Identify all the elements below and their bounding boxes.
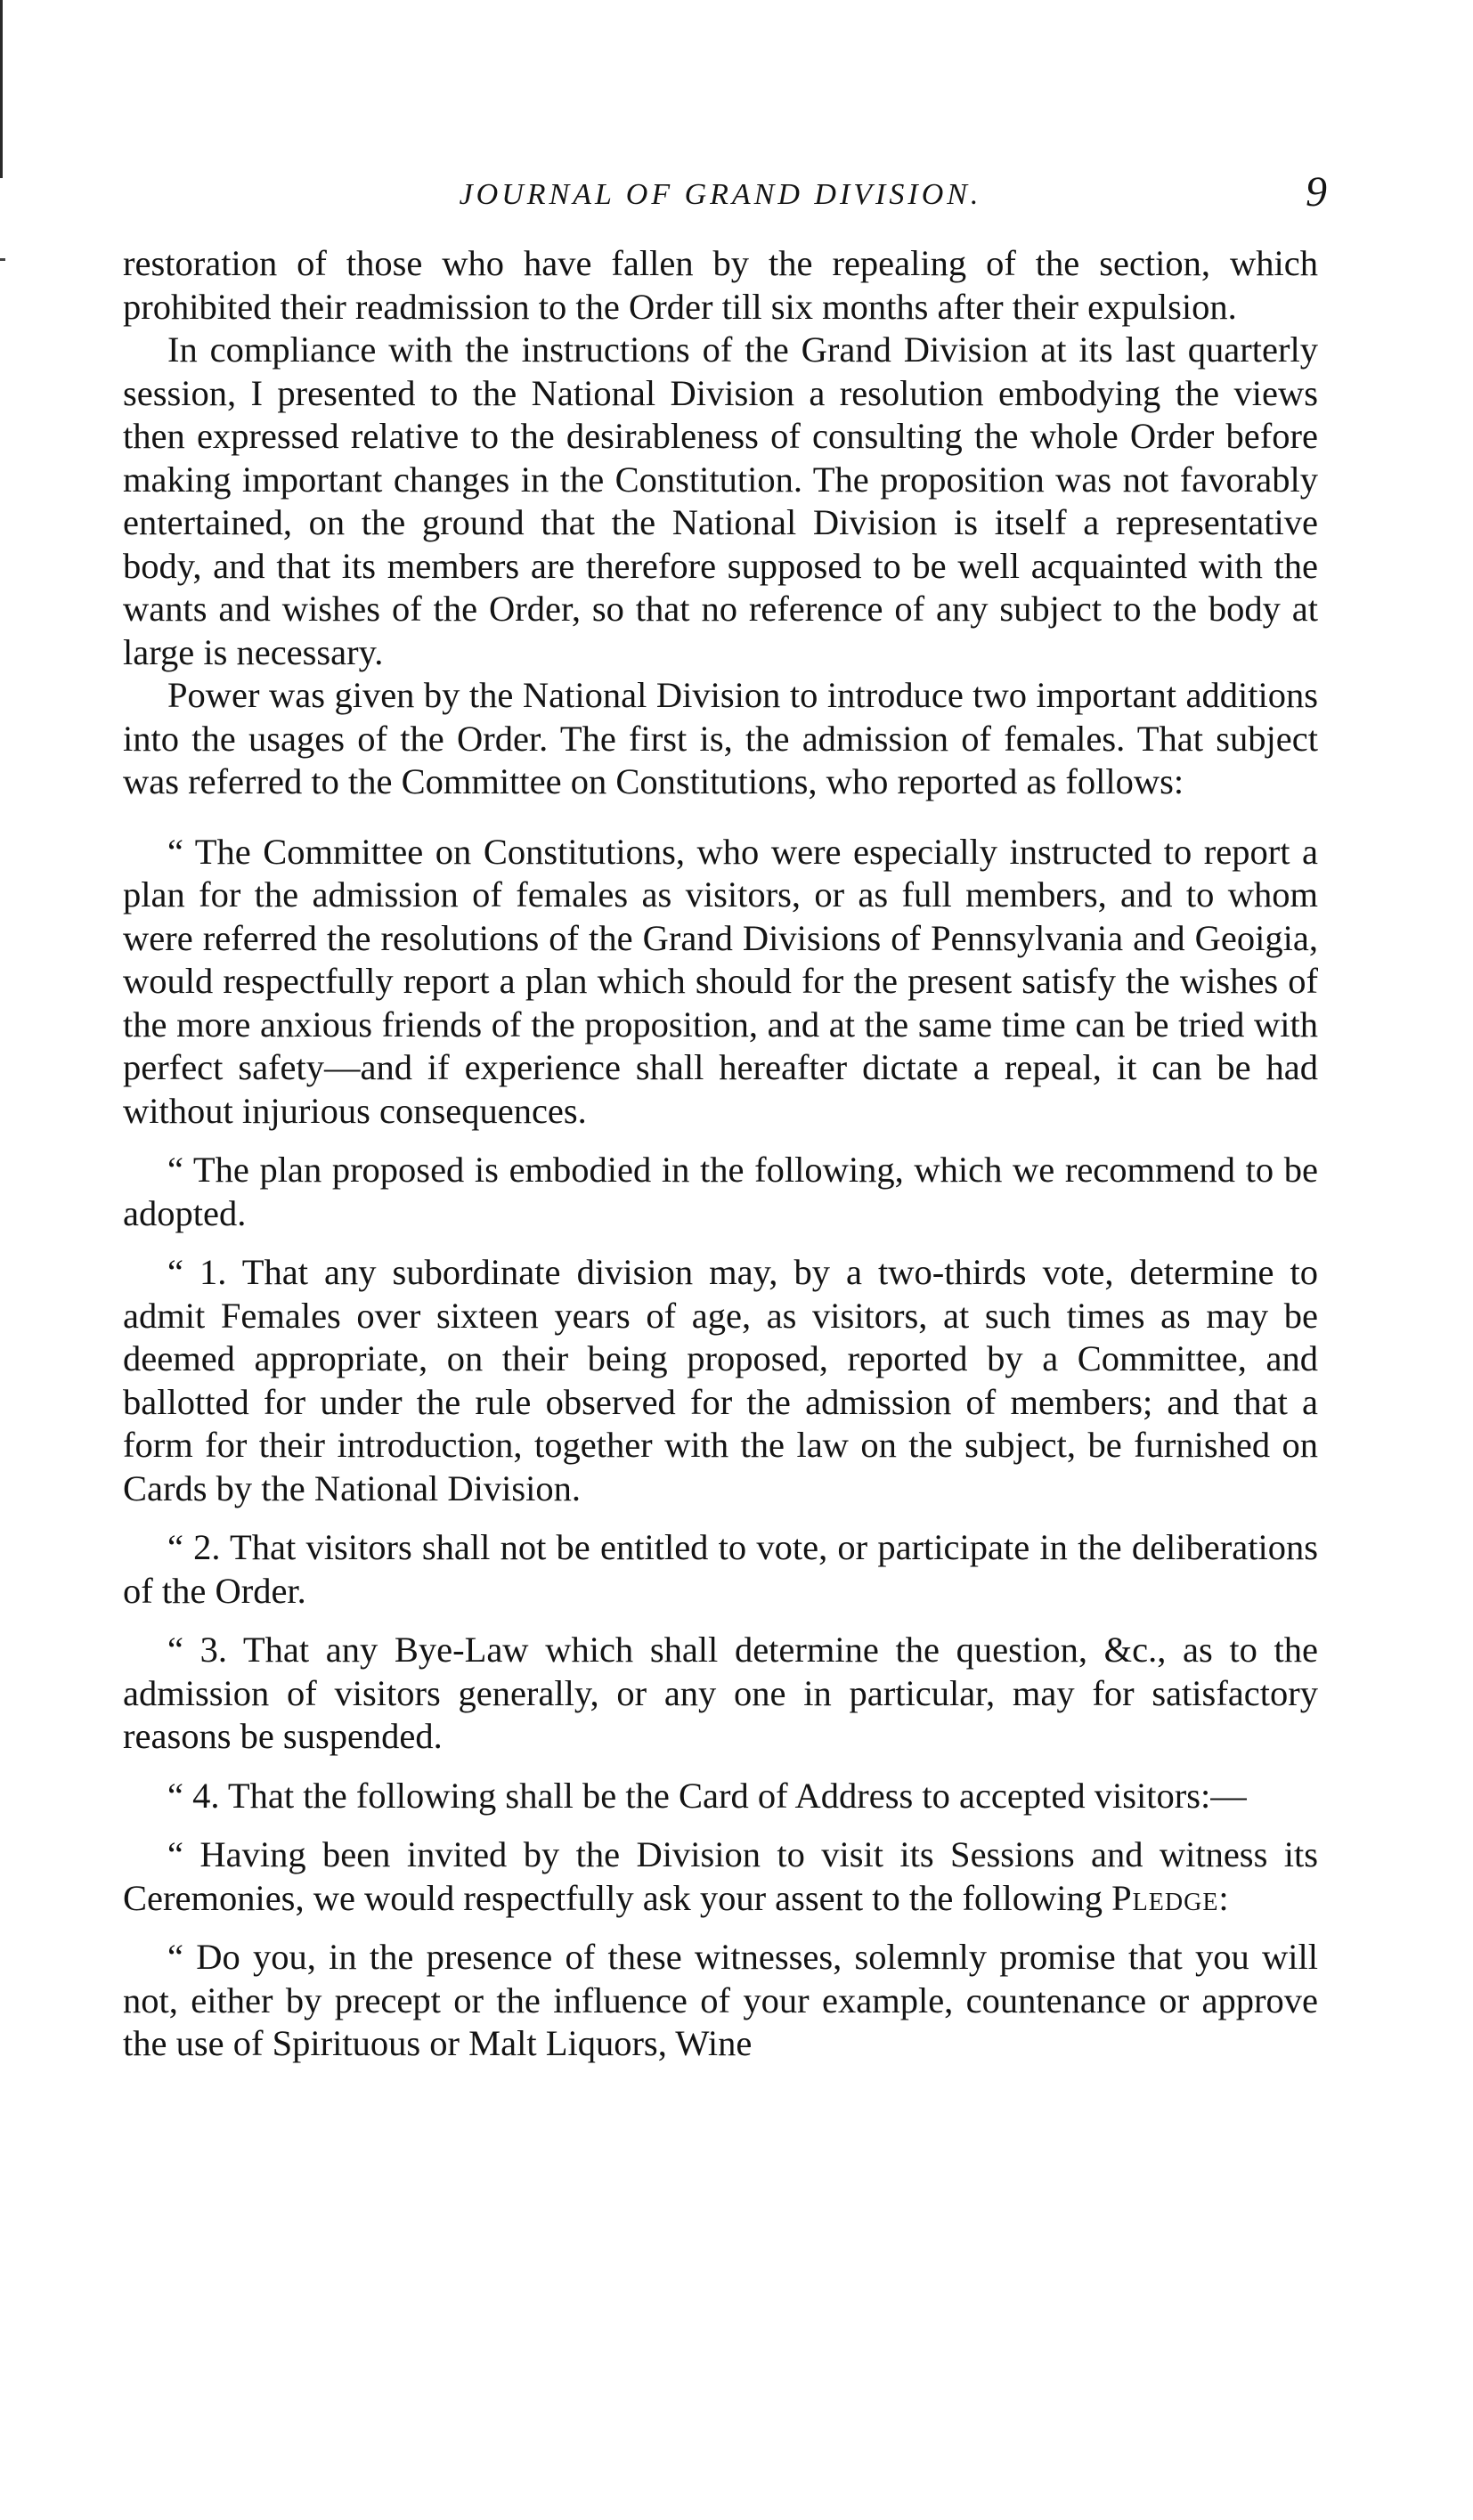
- paragraph-compliance: In compliance with the instructions of the Grand Division at its last quarterly session, I presented to the National Division a resolution embodying the views then expressed relative to the desirableness of consulting the whole Order before making important changes in the Constitution. The proposition was not favorably entertained, on the ground that the National Division is itself a representative body, and that its members are therefore supposed to be well acquainted with the wants and wishes of the Order, so that no reference of any subject to the body at large is necessary.: [123, 329, 1318, 672]
- card-address-colon: :: [1218, 1877, 1229, 1918]
- body-text: [123, 242, 1318, 2066]
- page-number: 9: [1306, 168, 1327, 215]
- paragraph-power: Power was given by the National Division to introduce two important additions into the usages of the Order. The first is, the admission of females. That subject was referred to the Committee on Constitutions, who reported as follows:: [123, 675, 1318, 801]
- quote-plan-proposed: “ The plan proposed is embodied in the following, which we recommend to be adopted.: [123, 1150, 1318, 1233]
- card-address-text: “ Having been invited by the Division to visit its Sessions and witness its Ceremonies, we would respectfully ask your assent to the following: [123, 1834, 1318, 1918]
- quote-rule-3: “ 3. That any Bye-Law which shall determine the question, &c., as to the admission of visitors generally, or any one in particular, may for satisfactory reasons be suspended.: [123, 1630, 1318, 1756]
- page-edge-mark: [0, 0, 3, 178]
- quote-card-of-address: [123, 1833, 1318, 1920]
- quote-rule-1: “ 1. That any subordinate division may, by a two-thirds vote, determine to admit Females over sixteen years of age, as visitors, at such times as may be deemed appropriate, on their being proposed, reported by a Committee, and ballotted for under the rule observed for the admission of members; and that a form for their introduction, together with the law on the subject, be furnished on Cards by the National Division.: [123, 1252, 1318, 1508]
- document-page: [123, 167, 1327, 2066]
- paragraph-continuation: restoration of those who have fallen by the repealing of the section, which prohibited their readmission to the Order till six months after their expulsion.: [123, 243, 1318, 327]
- page-header: [123, 167, 1327, 219]
- page-edge-tick: [0, 258, 5, 261]
- running-title: JOURNAL OF GRAND DIVISION.: [459, 178, 982, 211]
- quote-committee-report: “ The Committee on Constitutions, who were especially instructed to report a plan for the admission of females as visitors, or as full members, and to whom were referred the resolutions of the Grand Divisions of Pennsylvania and Geoigia, would respectfully report a plan which should for the present satisfy the wishes of the more anxious friends of the proposition, and at the same time can be tried with perfect safety—and if experience shall hereafter dictate a repeal, it can be had without injurious consequences.: [123, 831, 1318, 1131]
- quote-rule-2: “ 2. That visitors shall not be entitled to vote, or participate in the deliberations of the Order.: [123, 1527, 1318, 1611]
- quote-rule-4: “ 4. That the following shall be the Card of Address to accepted visitors:—: [167, 1775, 1247, 1816]
- pledge-word: Pledge: [1111, 1877, 1219, 1918]
- quote-pledge-text: “ Do you, in the presence of these witnesses, solemnly promise that you will not, either by precept or the influence of your example, countenance or approve the use of Spirituous or Malt Liquors, Wine: [123, 1937, 1318, 2063]
